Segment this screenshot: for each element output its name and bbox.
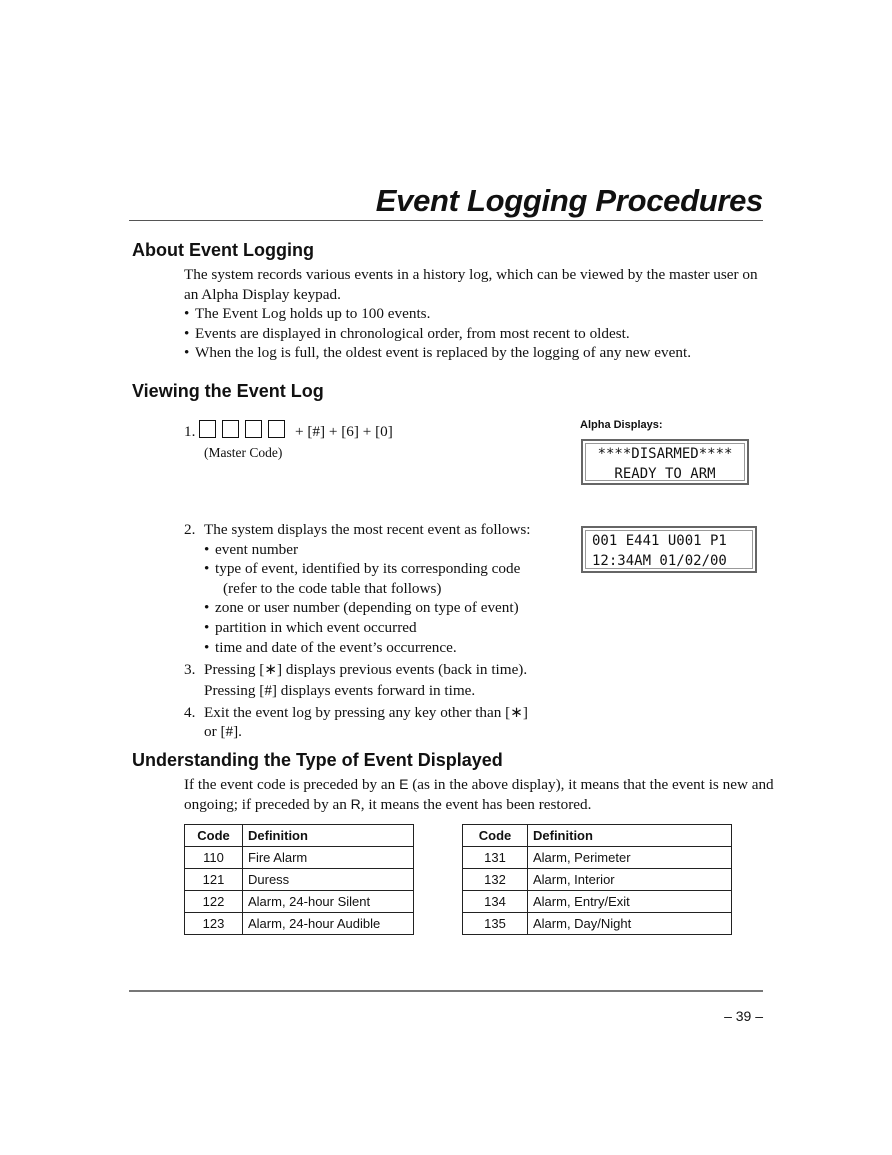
lcd-display-disarmed	[581, 439, 749, 485]
table-header-row	[185, 825, 414, 847]
step4-line: or [#].	[204, 723, 242, 740]
table-row	[185, 847, 414, 869]
code-cell: 135	[463, 913, 528, 935]
code-digit-box	[268, 420, 285, 438]
code-cell: 134	[463, 891, 528, 913]
table-row	[185, 913, 414, 935]
master-code-boxes	[199, 423, 295, 440]
definition-cell: Alarm, Perimeter	[528, 847, 732, 869]
code-cell: 121	[185, 869, 243, 891]
event-code-table-right	[462, 824, 732, 935]
code-cell: 110	[185, 847, 243, 869]
list-item: • time and date of the event’s occurrence.	[204, 638, 569, 658]
table-row	[463, 913, 732, 935]
understanding-text: , it means the event has been restored.	[360, 795, 592, 813]
code-cell: 131	[463, 847, 528, 869]
list-item: • partition in which event occurred	[204, 618, 569, 638]
code-digit-box	[199, 420, 216, 438]
table-header-row	[463, 825, 732, 847]
event-code-table-left	[184, 824, 414, 935]
code-digit-box	[245, 420, 262, 438]
step-4	[184, 703, 569, 742]
understanding-text: (as in the above display), it means that the event is new and ongoing; if preceded by an	[184, 776, 774, 813]
step-number: 3.	[184, 660, 196, 678]
lcd-line: ****DISARMED****	[597, 446, 733, 462]
master-code-caption: (Master Code)	[204, 445, 283, 460]
page-number: – 39 –	[724, 1008, 763, 1024]
table-row	[185, 869, 414, 891]
column-header-code: Code	[463, 825, 528, 847]
list-item-continuation: (refer to the code table that follows)	[223, 579, 442, 597]
step1-keys: + [#] + [6] + [0]	[294, 423, 393, 440]
definition-cell: Alarm, Entry/Exit	[528, 891, 732, 913]
code-letter-e: E	[399, 776, 409, 792]
definition-cell: Fire Alarm	[243, 847, 414, 869]
about-intro: The system records various events in a history log, which can be viewed by the master user on an Alpha Display keypad.	[184, 266, 758, 303]
step-number: 4.	[184, 703, 196, 721]
step-number: 2.	[184, 521, 196, 538]
table-row	[463, 869, 732, 891]
lcd-display-event	[581, 526, 757, 573]
page-title: Event Logging Procedures	[375, 183, 763, 218]
list-item-text: type of event, identified by its corresponding code	[215, 560, 521, 577]
code-cell: 132	[463, 869, 528, 891]
footer-divider	[129, 990, 763, 992]
definition-cell: Alarm, Interior	[528, 869, 732, 891]
column-header-definition: Definition	[243, 825, 414, 847]
alpha-displays-label: Alpha Displays:	[580, 419, 663, 431]
step-2	[184, 520, 569, 658]
understanding-text: If the event code is preceded by an	[184, 776, 400, 793]
step-3	[184, 660, 569, 701]
step-1	[184, 420, 393, 442]
step-number: 1.	[184, 423, 196, 440]
table-row	[463, 891, 732, 913]
table-row	[463, 847, 732, 869]
list-item	[204, 559, 569, 598]
code-cell: 123	[185, 913, 243, 935]
list-item: • The Event Log holds up to 100 events.	[184, 304, 774, 324]
column-header-definition: Definition	[528, 825, 732, 847]
steps-list	[184, 520, 569, 742]
step3-line: Pressing [∗] displays previous events (back in time).	[204, 660, 528, 678]
step4-line: Exit the event log by pressing any key other than [∗]	[204, 703, 528, 721]
list-item: • event number	[204, 540, 569, 560]
code-cell: 122	[185, 891, 243, 913]
understanding-heading: Understanding the Type of Event Displayed	[132, 750, 503, 770]
column-header-code: Code	[185, 825, 243, 847]
step3-line: Pressing [#] displays events forward in time.	[204, 682, 476, 699]
viewing-heading: Viewing the Event Log	[132, 381, 324, 401]
code-letter-r: R	[350, 795, 361, 812]
table-row	[185, 891, 414, 913]
lcd-line: READY TO ARM	[614, 466, 716, 482]
list-item: • Events are displayed in chronological order, from most recent to oldest.	[184, 324, 774, 344]
code-digit-box	[222, 420, 239, 438]
about-body	[184, 265, 774, 363]
lcd-line: 001 E441 U001 P1	[592, 533, 727, 549]
definition-cell: Alarm, 24-hour Audible	[243, 913, 414, 935]
about-bullet-list	[184, 304, 774, 363]
definition-cell: Alarm, Day/Night	[528, 913, 732, 935]
list-item: • When the log is full, the oldest event is replaced by the logging of any new event.	[184, 343, 774, 363]
definition-cell: Alarm, 24-hour Silent	[243, 891, 414, 913]
step2-bullet-list	[204, 540, 569, 658]
step2-text: The system displays the most recent event as follows:	[204, 521, 531, 538]
understanding-body	[184, 775, 774, 814]
lcd-line: 12:34AM 01/02/00	[592, 553, 727, 569]
about-heading: About Event Logging	[132, 240, 314, 260]
list-item: • zone or user number (depending on type of event)	[204, 598, 569, 618]
definition-cell: Duress	[243, 869, 414, 891]
title-divider	[129, 220, 763, 221]
